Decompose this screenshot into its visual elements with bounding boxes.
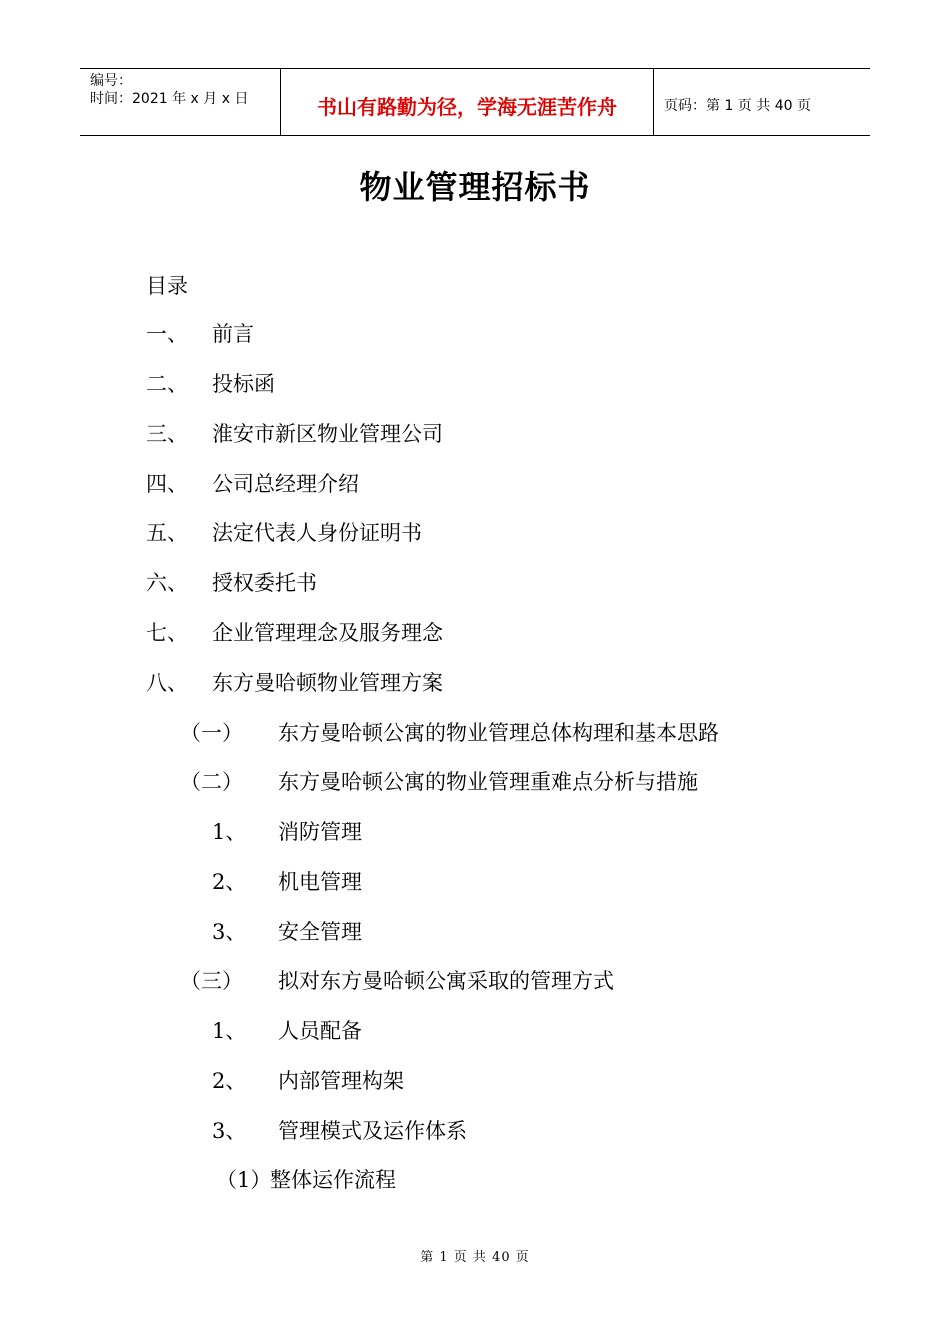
toc-item-number: 七、 bbox=[146, 621, 188, 645]
toc-item-number: （一） bbox=[180, 721, 243, 745]
header-meta bbox=[80, 69, 281, 135]
toc-item-number: 三、 bbox=[146, 422, 188, 446]
toc-item-number: 四、 bbox=[146, 472, 188, 496]
toc-item-number: 六、 bbox=[146, 571, 188, 595]
toc-item-number: 八、 bbox=[146, 671, 188, 695]
toc-heading: 目录 bbox=[146, 274, 188, 298]
toc-item-number: （1） bbox=[216, 1168, 272, 1192]
toc-item-text: 安全管理 bbox=[278, 920, 362, 944]
toc-item-number: 二、 bbox=[146, 372, 188, 396]
toc-item-text: 东方曼哈顿公寓的物业管理重难点分析与措施 bbox=[278, 770, 698, 794]
toc-item-text: 投标函 bbox=[212, 372, 275, 396]
toc-item-number: 五、 bbox=[146, 521, 188, 545]
header-time-label: 时间：2021 年 x 月 x 日 bbox=[90, 91, 249, 107]
toc-item-number: 3、 bbox=[212, 1119, 247, 1143]
toc-item-text: 东方曼哈顿公寓的物业管理总体构理和基本思路 bbox=[278, 721, 719, 745]
toc-item-number: 2、 bbox=[212, 1069, 247, 1093]
toc-item-number: 3、 bbox=[212, 920, 247, 944]
document-title: 物业管理招标书 bbox=[359, 168, 591, 206]
toc-item-text: 淮安市新区物业管理公司 bbox=[212, 422, 443, 446]
toc-item-number: 1、 bbox=[212, 820, 247, 844]
header-motto: 书山有路勤为径，学海无涯苦作舟 bbox=[281, 69, 654, 135]
toc-item-number: （二） bbox=[180, 770, 243, 794]
toc-item-text: 东方曼哈顿物业管理方案 bbox=[212, 671, 443, 695]
page-footer: 第 1 页 共 40 页 bbox=[420, 1250, 530, 1265]
header-number-label: 编号： bbox=[90, 73, 132, 89]
toc-item-text: 前言 bbox=[212, 322, 254, 346]
toc-item-text: 拟对东方曼哈顿公寓采取的管理方式 bbox=[278, 969, 614, 993]
toc-item-text: 授权委托书 bbox=[212, 571, 317, 595]
toc-item-text: 整体运作流程 bbox=[270, 1168, 396, 1192]
toc-item-text: 消防管理 bbox=[278, 820, 362, 844]
header-page-label: 页码：第 1 页 共 40 页 bbox=[664, 98, 811, 114]
toc-item-number: 1、 bbox=[212, 1019, 247, 1043]
toc-item-text: 人员配备 bbox=[278, 1019, 362, 1043]
toc-item-number: （三） bbox=[180, 969, 243, 993]
toc-item-text: 内部管理构架 bbox=[278, 1069, 404, 1093]
toc-item-text: 企业管理理念及服务理念 bbox=[212, 621, 443, 645]
toc-item-text: 管理模式及运作体系 bbox=[278, 1119, 467, 1143]
toc-item-number: 一、 bbox=[146, 322, 188, 346]
toc-item-text: 机电管理 bbox=[278, 870, 362, 894]
page-header bbox=[80, 68, 870, 136]
toc-item-text: 公司总经理介绍 bbox=[212, 472, 359, 496]
toc-item-number: 2、 bbox=[212, 870, 247, 894]
toc-item-text: 法定代表人身份证明书 bbox=[212, 521, 422, 545]
